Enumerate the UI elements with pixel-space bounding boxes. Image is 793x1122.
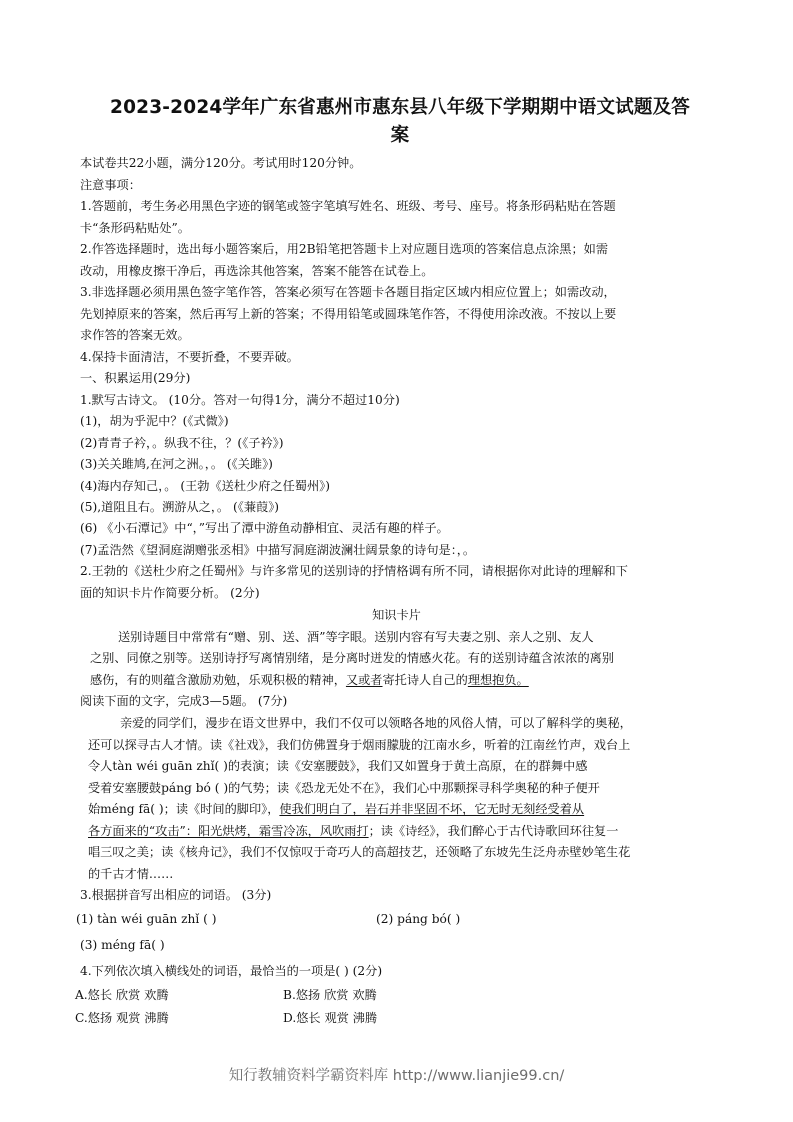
question-1-item-6: (6) 《小石潭记》中“，”写出了潭中游鱼动静相宜、灵活有趣的样子。 bbox=[80, 521, 449, 535]
question-3-heading: 3.根据拼音写出相应的词语。 (3分) bbox=[80, 888, 272, 902]
notice-2-line2: 改动，用橡皮擦干净后，再选涂其他答案，答案不能答在试卷上。 bbox=[80, 264, 434, 278]
question-4-option-c: C.悠扬 观赏 沸腾 bbox=[75, 1011, 169, 1025]
question-1-item-4: (4)海内存知己，。 (王勃《送杜少府之任蜀州》) bbox=[80, 479, 331, 493]
question-4-heading: 4.下列依次填入横线处的词语，最恰当的一项是( ) (2分) bbox=[80, 964, 383, 978]
page-title-line1: 2023-2024学年广东省惠州市惠东县八年级下学期期中语文试题及答 bbox=[110, 97, 690, 118]
passage-line2: 还可以探寻古人才情。读《社戏》，我们仿佛置身于烟雨朦胧的江南水乡，听着的江南丝竹声，戏台上 bbox=[88, 738, 631, 752]
knowledge-card-line3-a: 感伤，有的则蕴含激励劝勉，乐观积极的精神， bbox=[90, 673, 346, 687]
footer-watermark: 知行教辅资料学霸资料库 http://www.lianjie99.cn/ bbox=[228, 1068, 565, 1084]
question-1-item-1: (1)，胡为乎泥中？(《式微》) bbox=[80, 414, 229, 428]
knowledge-card-line2: 之别、同僚之别等。送别诗抒写离情别绪，是分离时迸发的情感火花。有的送别诗蕴含浓浓的离别 bbox=[90, 651, 615, 665]
knowledge-card-title: 知识卡片 bbox=[372, 608, 421, 622]
question-4-option-d: D.悠长 观赏 沸腾 bbox=[283, 1011, 378, 1025]
passage-line3: 令人tàn wéi guān zhǐ( )的表演；读《安塞腰鼓》，我们又如置身于黄土高原，在的群舞中感 bbox=[88, 759, 588, 773]
passage-underlined-sentence-1: 使我们明白了，岩石并非坚固不坏，它无时无刻经受着从 bbox=[279, 802, 585, 816]
notice-2-line1: 2.作答选择题时，选出每小题答案后，用2B铅笔把答题卡上对应题目选项的答案信息点涂黑；如需 bbox=[80, 242, 609, 256]
question-2-line1: 2.王勃的《送杜少府之任蜀州》与许多常见的送别诗的抒情格调有所不同，请根据你对此诗的理解和下 bbox=[80, 564, 628, 578]
notice-3-line2: 先划掉原来的答案，然后再写上新的答案；不得用铅笔或圆珠笔作答，不得使用涂改液。不按以上要 bbox=[80, 307, 617, 321]
passage-line5-a: 始méng fā( )；读《时间的脚印》， bbox=[88, 802, 280, 816]
passage-underlined-sentence-2: 各方面来的“攻击”：阳光烘烤，霜雪冷冻，风吹雨打 bbox=[88, 824, 369, 838]
passage-line6 bbox=[88, 823, 618, 839]
question-3-item-2: (2) páng bó( ) bbox=[376, 912, 461, 926]
notice-3-line1: 3.非选择题必须用黑色签字笔作答，答案必须写在答题卡各题目指定区域内相应位置上；如需改动， bbox=[80, 285, 616, 299]
question-1-item-3: (3)关关雎鸠,在河之洲。，。 (《关雎》) bbox=[80, 457, 273, 471]
question-1-item-5: (5),道阻且右。溯游从之，。 (《蒹葭》) bbox=[80, 500, 280, 514]
passage-line5 bbox=[88, 801, 584, 817]
page-title bbox=[80, 94, 720, 150]
knowledge-card-line1: 送别诗题目中常常有“赠、别、送、酒”等字眼。送别内容有写夫妻之别、亲人之别、友人 bbox=[118, 630, 594, 644]
question-2-line2: 面的知识卡片作简要分析。 (2分) bbox=[80, 586, 260, 600]
question-3-item-3: (3) méng fā( ) bbox=[80, 938, 165, 952]
question-4-option-b: B.悠扬 欣赏 欢腾 bbox=[283, 988, 377, 1002]
knowledge-card-underlined-1: 又或者 bbox=[345, 673, 383, 687]
notice-4: 4.保持卡面清洁，不要折叠，不要弄破。 bbox=[80, 350, 299, 364]
question-1-item-2: (2)青青子衿，。纵我不往，？(《子衿》) bbox=[80, 436, 284, 450]
question-3-item-1: (1) tàn wéi guān zhǐ ( ) bbox=[76, 912, 217, 926]
notice-heading: 注意事项： bbox=[80, 178, 141, 192]
notice-3-line3: 求作答的答案无效。 bbox=[80, 328, 190, 342]
notice-1-line1: 1.答题前，考生务必用黑色字迹的钢笔或签字笔填写姓名、班级、考号、座号。将条形码粘贴在答题 bbox=[80, 199, 616, 213]
passage-line1: 亲爱的同学们，漫步在语文世界中，我们不仅可以领略各地的风俗人情，可以了解科学的奥秘， bbox=[120, 716, 632, 730]
question-1-heading: 1.默写古诗文。 (10分。答对一句得1分，满分不超过10分) bbox=[80, 393, 400, 407]
intro-text: 本试卷共22小题，满分120分。考试用时120分钟。 bbox=[80, 156, 362, 170]
question-1-item-7: (7)孟浩然《望洞庭湖赠张丞相》中描写洞庭湖波澜壮阔景象的诗句是：，。 bbox=[80, 543, 476, 557]
question-4-option-a: A.悠长 欣赏 欢腾 bbox=[75, 988, 169, 1002]
passage-line8: 的千古才情…… bbox=[88, 867, 174, 881]
notice-1-line2: 卡“条形码粘贴处”。 bbox=[80, 221, 190, 235]
section-heading: 一、积累运用(29分) bbox=[80, 371, 191, 385]
passage-line7: 唱三叹之美；读《核舟记》，我们不仅惊叹于奇巧人的高超技艺，还领略了东坡先生泛舟赤壁妙笔生花 bbox=[88, 845, 631, 859]
page-title-line2: 案 bbox=[390, 125, 410, 146]
passage-line6-b: ；读《诗经》，我们醉心于古代诗歌回环往复一 bbox=[368, 824, 619, 838]
knowledge-card-line3 bbox=[90, 672, 529, 688]
knowledge-card-line3-c: 寄托诗人自己的 bbox=[382, 673, 468, 687]
reading-intro: 阅读下面的文字，完成3—5题。 (7分) bbox=[80, 694, 288, 708]
knowledge-card-underlined-2: 理想抱负。 bbox=[467, 673, 529, 687]
passage-line4: 受着安塞腰鼓páng bó ( )的气势；读《恐龙无处不在》，我们心中那颗探寻科学奥秘的种子便开 bbox=[88, 781, 600, 795]
